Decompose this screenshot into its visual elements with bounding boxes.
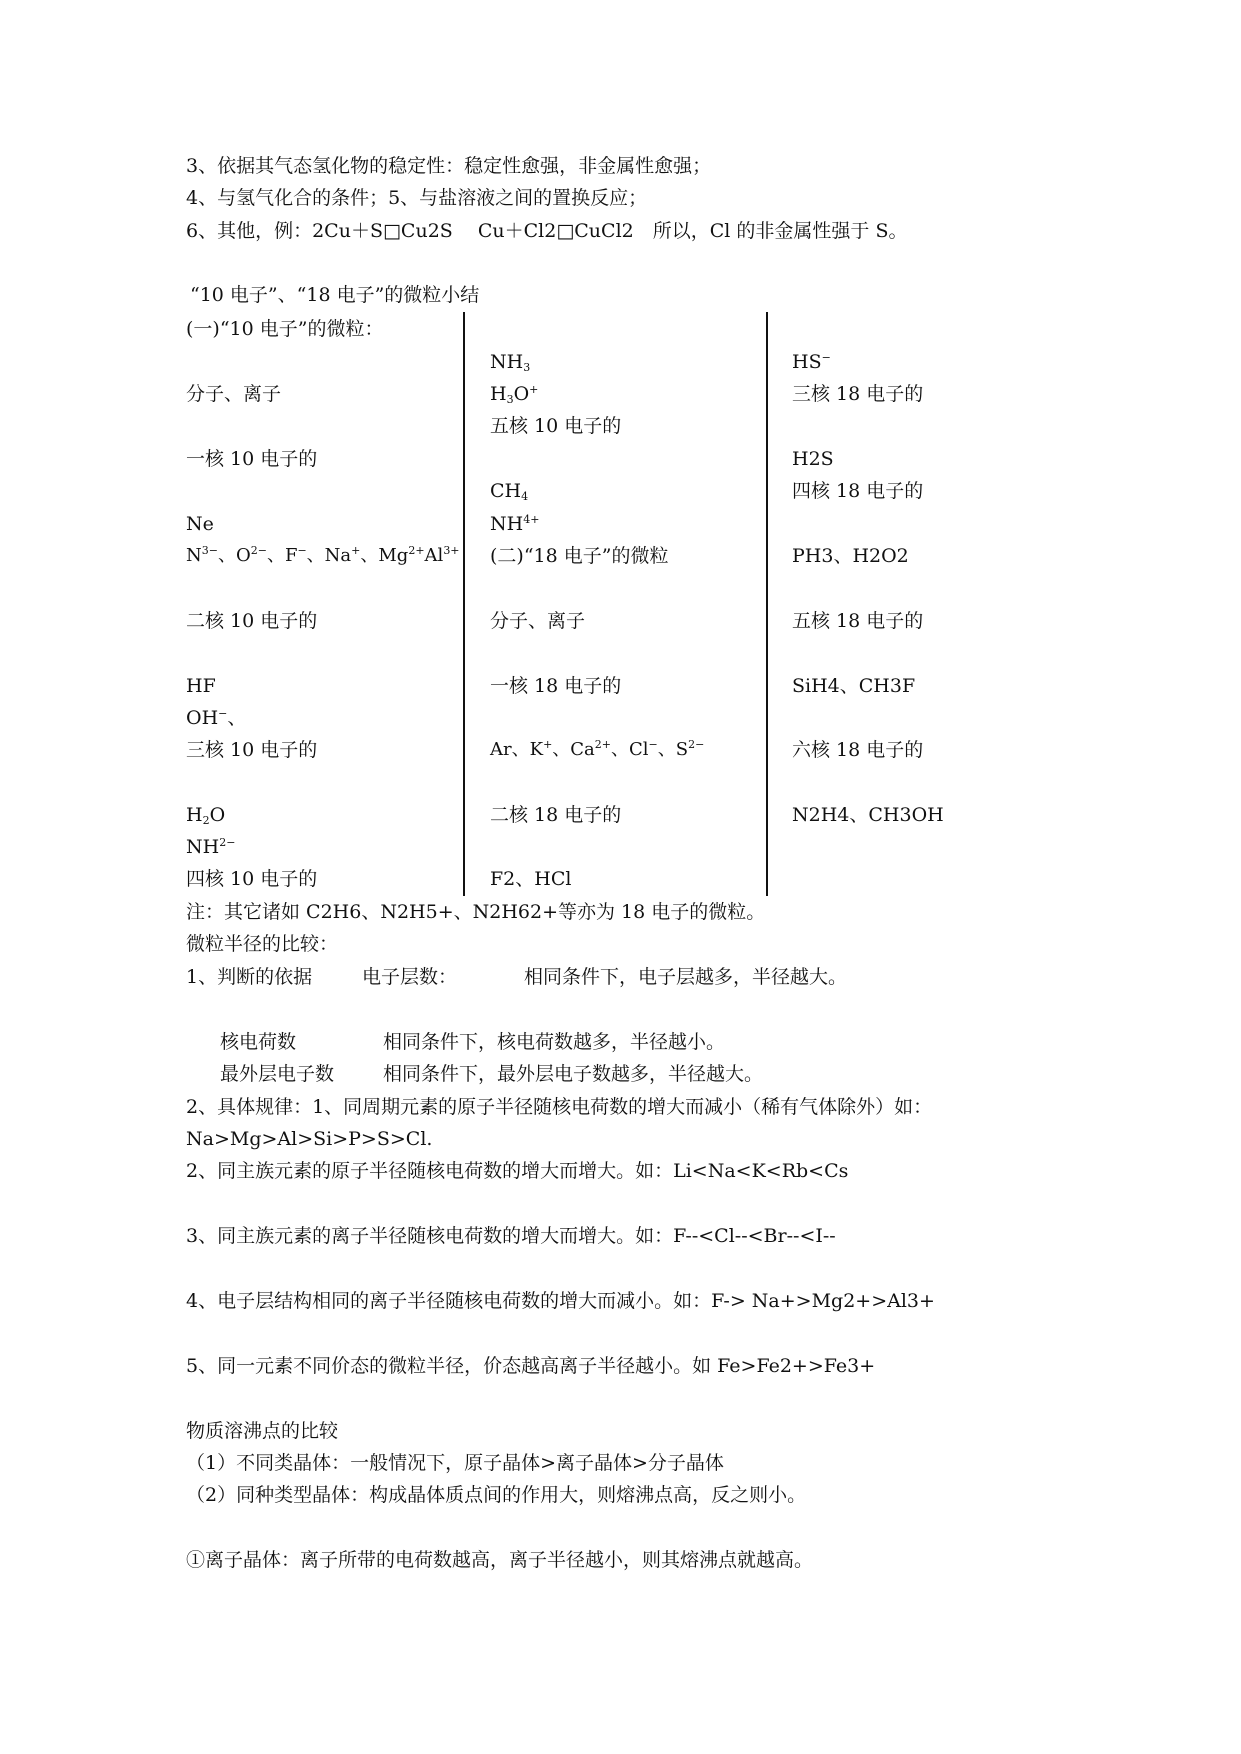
col2-ch4: $CH_4$	[490, 480, 529, 503]
col2-header-18: (二)“18 电子”的微粒	[490, 545, 669, 567]
col3-five-core-18: 五核 18 电子的	[792, 610, 924, 632]
column-divider-left	[463, 312, 465, 896]
radius-rule-3: 3、同主族元素的离子半径随核电荷数的增大而增大。如：F--<Cl--<Br--<I--	[186, 1225, 836, 1247]
melting-p2: （2）同种类型晶体：构成晶体质点间的作用大，则熔沸点高，反之则小。	[186, 1484, 807, 1506]
col2-nh3: $NH_3$	[490, 351, 531, 374]
radius-outer-rule: 相同条件下，最外层电子数越多，半径越大。	[383, 1063, 764, 1085]
col2-molecule-ion: 分子、离子	[490, 610, 586, 632]
intro-line-6: 6、其他，例：2Cu＋S□Cu2S Cu＋Cl2□CuCl2 所以，Cl 的非金属性强于 S。	[186, 220, 908, 242]
col3-four-core-18: 四核 18 电子的	[792, 480, 924, 502]
intro-line-4: 4、与氢气化合的条件；5、与盐溶液之间的置换反应；	[186, 187, 648, 209]
col1-oh: OH−、	[186, 707, 247, 729]
melting-p3: ①离子晶体：离子所带的电荷数越高，离子半径越小，则其熔沸点就越高。	[186, 1549, 814, 1571]
col1-header: (一)“10 电子”的微粒：	[186, 318, 384, 340]
radius-title: 微粒半径的比较：	[186, 933, 339, 955]
radius-rule-5: 5、同一元素不同价态的微粒半径，价态越高离子半径越小。如 Fe>Fe2+>Fe3+	[186, 1355, 876, 1377]
col3-three-core-18: 三核 18 电子的	[792, 383, 924, 405]
col1-two-core: 二核 10 电子的	[186, 610, 318, 632]
col1-ne: Ne	[186, 513, 214, 535]
note: 注：其它诸如 C2H6、N2H5+、N2H62+等亦为 18 电子的微粒。	[186, 901, 766, 923]
radius-rule-1-example: Na>Mg>Al>Si>P>S>Cl.	[186, 1128, 433, 1150]
col1-three-core: 三核 10 电子的	[186, 739, 318, 761]
melting-title: 物质溶沸点的比较	[186, 1420, 339, 1442]
radius-outer-label: 最外层电子数	[220, 1063, 335, 1085]
col1-one-core: 一核 10 电子的	[186, 448, 318, 470]
col1-nh: $NH^{2-}$	[186, 836, 236, 858]
col2-nh4: $NH^{4+}$	[490, 513, 540, 535]
melting-p1: （1）不同类晶体：一般情况下，原子晶体>离子晶体>分子晶体	[186, 1452, 724, 1474]
radius-basis-label: 1、判断的依据	[186, 966, 313, 988]
radius-shells-label: 电子层数：	[362, 966, 458, 988]
col1-hf: HF	[186, 675, 216, 697]
summary-title: “10 电子”、“18 电子”的微粒小结	[190, 284, 480, 306]
col3-n2h4-ch3oh: N2H4、CH3OH	[792, 804, 944, 826]
col3-hs: HS−	[792, 351, 831, 373]
col1-four-core: 四核 10 电子的	[186, 868, 318, 890]
col3-ph3-h2o2: PH3、H2O2	[792, 545, 909, 567]
col3-six-core-18: 六核 18 电子的	[792, 739, 924, 761]
col2-one-core-18: 一核 18 电子的	[490, 675, 622, 697]
radius-rule-1: 2、具体规律：1、同周期元素的原子半径随核电荷数的增大而减小（稀有气体除外）如：	[186, 1096, 933, 1118]
col2-two-core-18: 二核 18 电子的	[490, 804, 622, 826]
intro-line-3: 3、依据其气态氢化物的稳定性：稳定性愈强，非金属性愈强；	[186, 155, 712, 177]
column-divider-right	[766, 312, 768, 896]
radius-rule-4: 4、电子层结构相同的离子半径随核电荷数的增大而减小。如：F-> Na+>Mg2+>Al3+	[186, 1290, 935, 1312]
col2-f2-hcl: F2、HCl	[490, 868, 572, 890]
col1-ions: $N^{3-}$、$O^{2-}$、F−、Na+、$Mg^{2+}Al^{3+}$	[186, 544, 460, 566]
col2-h3o: $H_3O^+$	[490, 383, 539, 406]
col3-sih4-ch3f: SiH4、CH3F	[792, 675, 916, 697]
col1-h2o: $H_2O$	[186, 804, 226, 827]
col2-ions-18: Ar、K+、$Ca^{2+}$、Cl−、$S^{2-}$	[490, 738, 705, 760]
radius-rule-2: 2、同主族元素的原子半径随核电荷数的增大而增大。如：Li<Na<K<Rb<Cs	[186, 1160, 849, 1182]
col2-five-core: 五核 10 电子的	[490, 415, 622, 437]
radius-shells-rule: 相同条件下，电子层越多，半径越大。	[524, 966, 848, 988]
radius-charge-rule: 相同条件下，核电荷数越多，半径越小。	[383, 1031, 726, 1053]
radius-charge-label: 核电荷数	[220, 1031, 297, 1053]
col3-h2s: H2S	[792, 448, 834, 470]
col1-molecule-ion: 分子、离子	[186, 383, 282, 405]
